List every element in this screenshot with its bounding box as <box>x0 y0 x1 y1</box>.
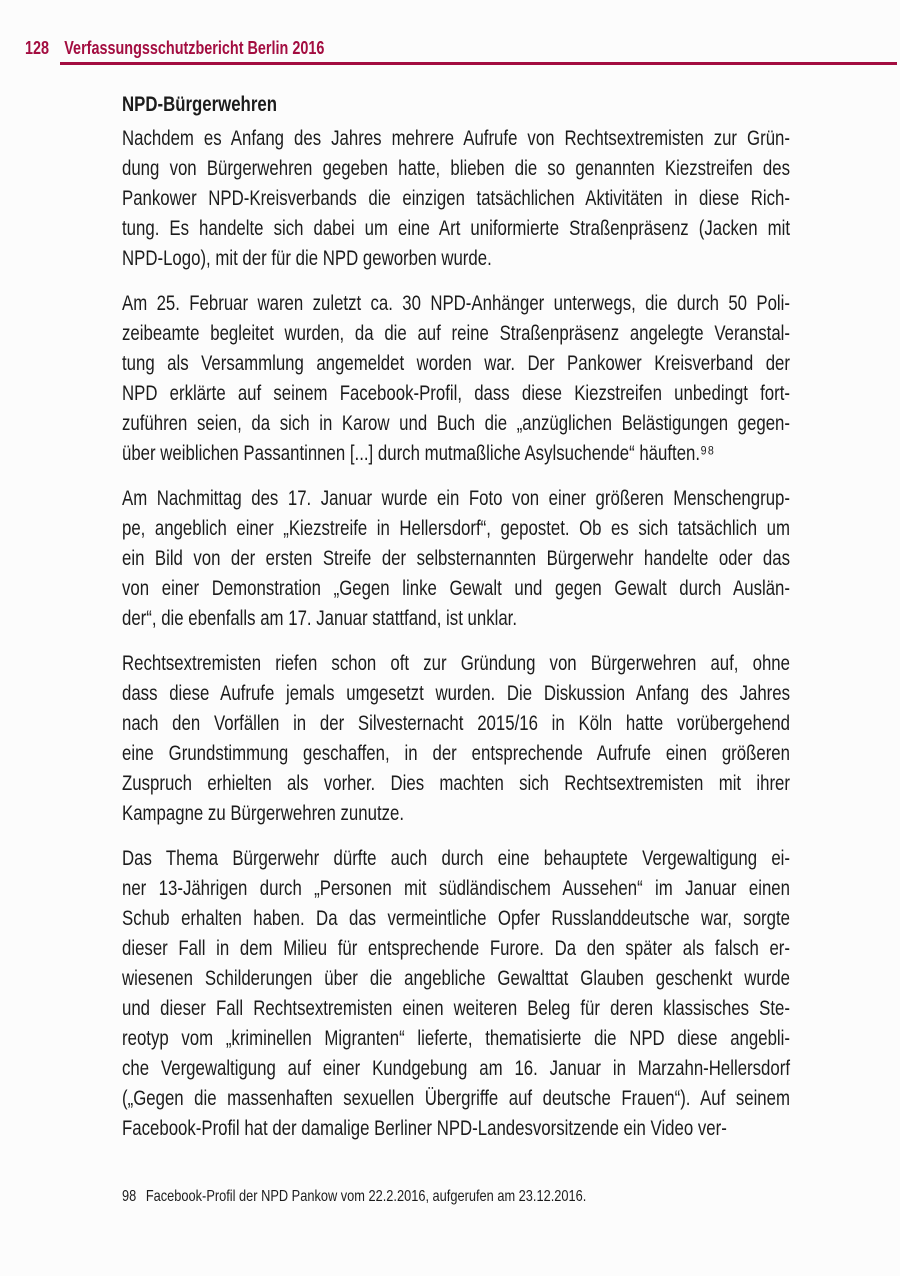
text-line: Rechtsextremisten riefen schon oft zur Gründung von Bürgerwehren auf, ohne <box>122 652 790 675</box>
paragraph <box>122 649 790 829</box>
text-line: tung als Versammlung angemeldet worden war. Der Pankower Kreisverband der <box>122 352 790 375</box>
paragraphs <box>122 124 790 1144</box>
text-line: Am Nachmittag des 17. Januar wurde ein Foto von einer größeren Menschengrup- <box>122 487 790 510</box>
text-line: von einer Demonstration „Gegen linke Gewalt und gegen Gewalt durch Auslän- <box>122 577 790 600</box>
text-line: dung von Bürgerwehren gegeben hatte, blieben die so genannten Kiezstreifen des <box>122 157 790 180</box>
text-block <box>122 90 790 1208</box>
text-line: wiesenen Schilderungen über die angebliche Gewalttat Glauben geschenkt wurde <box>122 967 790 990</box>
text-line: nach den Vorfällen in der Silvesternacht 2015/16 in Köln hatte vorübergehend <box>122 712 790 735</box>
page-number: 128 <box>25 38 50 58</box>
footnote <box>122 1186 790 1208</box>
header-rule <box>60 62 897 65</box>
text-line: Facebook-Profil hat der damalige Berliner NPD-Landesvorsitzende ein Video ver- <box>122 1117 727 1140</box>
text-line: ner 13-Jährigen durch „Personen mit südländischem Aussehen“ im Januar einen <box>122 877 790 900</box>
text-line: dass diese Aufrufe jemals umgesetzt wurden. Die Diskussion Anfang des Jahres <box>122 682 790 705</box>
text-line: tung. Es handelte sich dabei um eine Art uniformierte Straßenpräsenz (Jacken mit <box>122 217 790 240</box>
text-line: und dieser Fall Rechtsextremisten einen weiteren Beleg für deren klassisches Ste- <box>122 997 790 1020</box>
text-line: zeibeamte begleitet wurden, da die auf reine Straßenpräsenz angelegte Veranstal- <box>122 322 790 345</box>
body-column <box>122 90 790 1208</box>
header-title: Verfassungsschutzbericht Berlin 2016 <box>64 38 325 58</box>
text-line: Zuspruch erhielten als vorher. Dies machten sich Rechtsextremisten mit ihrer <box>122 772 790 795</box>
text-line: Pankower NPD-Kreisverbands die einzigen tatsächlichen Aktivitäten in diese Rich- <box>122 187 790 210</box>
page-header <box>25 38 900 58</box>
footnote-text: Facebook-Profil der NPD Pankow vom 22.2.2016, aufgerufen am 23.12.2016. <box>145 1188 587 1205</box>
text-line: NPD-Logo), mit der für die NPD geworben wurde. <box>122 247 492 270</box>
paragraph <box>122 844 790 1144</box>
text-line: che Vergewaltigung auf einer Kundgebung am 16. Januar in Marzahn-Hellersdorf <box>122 1057 790 1080</box>
footnote-number: 98 <box>122 1188 137 1205</box>
text-line: Nachdem es Anfang des Jahres mehrere Aufrufe von Rechtsextremisten zur Grün- <box>122 127 790 150</box>
paragraph <box>122 289 790 469</box>
text-line: dieser Fall in dem Milieu für entsprechende Furore. Da den später als falsch er- <box>122 937 790 960</box>
text-line: eine Grundstimmung geschaffen, in der entsprechende Aufrufe einen größeren <box>122 742 790 765</box>
text-line: der“, die ebenfalls am 17. Januar stattfand, ist unklar. <box>122 607 518 630</box>
text-line: über weiblichen Passantinnen [...] durch mutmaßliche Asylsuchende“ häuften.⁹⁸ <box>122 442 715 465</box>
text-line: pe, angeblich einer „Kiezstreife in Hellersdorf“, gepostet. Ob es sich tatsächlich um <box>122 517 790 540</box>
paragraph <box>122 484 790 634</box>
text-line: reotyp vom „kriminellen Migranten“ lieferte, thematisierte die NPD diese angebli- <box>122 1027 790 1050</box>
text-line: NPD erklärte auf seinem Facebook-Profil, dass diese Kiezstreifen unbedingt fort- <box>122 382 790 405</box>
section-heading: NPD-Bürgerwehren <box>122 93 277 116</box>
paragraph <box>122 124 790 274</box>
text-line: zuführen seien, da sich in Karow und Buch die „anzüglichen Belästigungen gegen- <box>122 412 790 435</box>
text-line: Das Thema Bürgerwehr dürfte auch durch eine behauptete Vergewaltigung ei- <box>122 847 790 870</box>
text-line: („Gegen die massenhaften sexuellen Übergriffe auf deutsche Frauen“). Auf seinem <box>122 1087 790 1110</box>
text-line: Schub erhalten haben. Da das vermeintliche Opfer Russlanddeutsche war, sorgte <box>122 907 790 930</box>
text-line: Am 25. Februar waren zuletzt ca. 30 NPD-Anhänger unterwegs, die durch 50 Poli- <box>122 292 790 315</box>
text-line: Kampagne zu Bürgerwehren zunutze. <box>122 802 405 825</box>
text-line: ein Bild von der ersten Streife der selbsternannten Bürgerwehr handelte oder das <box>122 547 790 570</box>
